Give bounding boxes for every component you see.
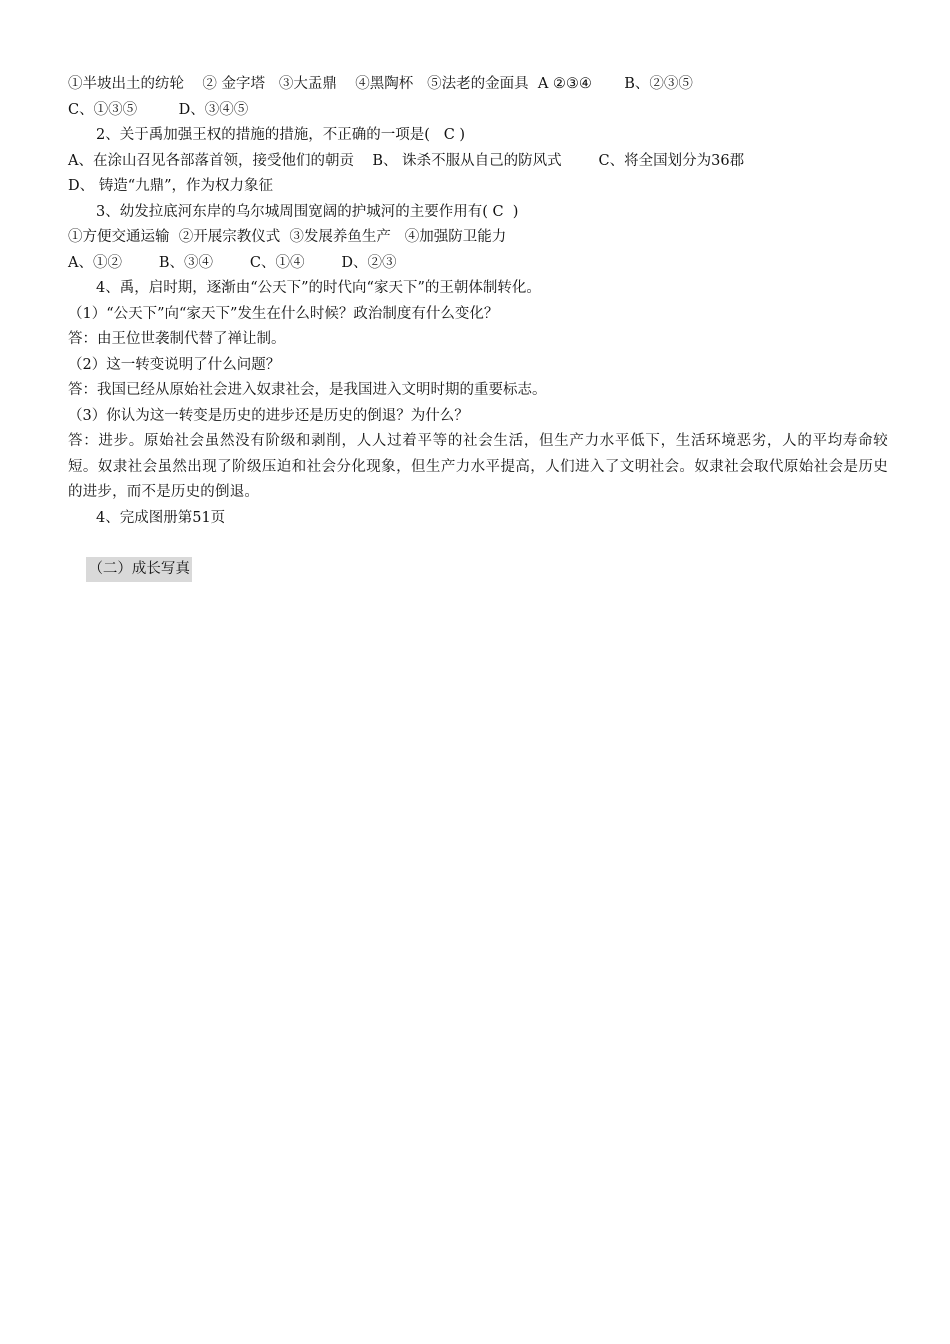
document-page (68, 72, 888, 577)
section-heading (68, 531, 888, 577)
section-label: （二）成长写真 (86, 557, 192, 583)
q4-sub2-question: （2）这一转变说明了什么问题？ (68, 356, 281, 373)
q2-choices-1: A、在涂山召见各部落首领，接受他们的朝贡 B、 诛杀不服从自己的防风式 C、将全国划分为36郡 (68, 152, 745, 169)
q4-stem: 4、禹，启时期，逐渐由“公天下”的时代向“家天下”的王朝体制转化。 (96, 280, 541, 296)
q4-sub3-answer: 答：进步。原始社会虽然没有阶级和剥削，人人过着平等的社会生活，但生产力水平低下，生活环境恶劣，人的平均寿命较短。奴隶社会虽然出现了阶级压迫和社会分化现象，但生产力水平提高，人们进入了文明社会。奴隶社会取代原始社会是历史的进步，而不是历史的倒退。 (68, 433, 888, 500)
workbook-task: 4、完成图册第51页 (96, 509, 226, 526)
q2-choices-2: D、 铸造“九鼎”，作为权力象征 (68, 178, 274, 194)
q3-choices: A、①② B、③④ C、①④ D、②③ (68, 254, 397, 271)
q4-sub1-answer: 答：由王位世袭制代替了禅让制。 (68, 331, 286, 347)
q1-choices: C、①③⑤ D、③④⑤ (68, 101, 249, 118)
q4-sub2-answer: 答：我国已经从原始社会进入奴隶社会，是我国进入文明时期的重要标志。 (68, 382, 547, 398)
q3-options: ①方便交通运输 ②开展宗教仪式 ③发展养鱼生产 ④加强防卫能力 (68, 229, 507, 245)
q3-stem: 3、幼发拉底河东岸的乌尔城周围宽阔的护城河的主要作用有( C ) (96, 203, 519, 220)
q4-sub1-question: （1）“公天下”向“家天下”发生在什么时候？政治制度有什么变化？ (68, 305, 499, 322)
q1-options: ①半坡出土的纺轮 ② 金字塔 ③大盂鼎 ④黑陶杯 ⑤法老的金面具 A ②③④ B、②③⑤ (68, 76, 693, 92)
q2-stem: 2、关于禹加强王权的措施的措施，不正确的一项是( C ) (96, 127, 466, 143)
q4-sub3-question: （3）你认为这一转变是历史的进步还是历史的倒退？为什么？ (68, 407, 469, 424)
